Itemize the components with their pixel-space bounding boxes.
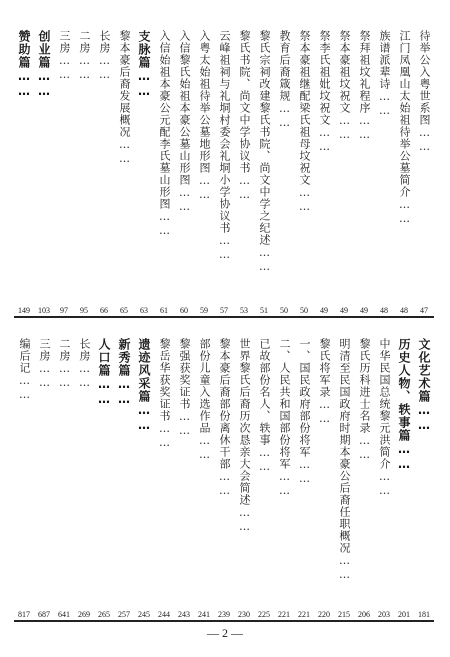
section-heading: 人口篇……	[97, 338, 111, 407]
toc-entry[interactable]	[55, 20, 73, 316]
entry-title: 黎强获奖证书……	[178, 338, 191, 438]
toc-entry[interactable]	[75, 328, 93, 620]
entry-title: 黎岳华获奖证书……	[158, 338, 171, 450]
section-heading: 文化艺术篇……	[417, 338, 431, 433]
entry-title: 待举公入粤世系图……	[418, 30, 431, 154]
entry-title: 黎本豪后裔部份离休干部……	[218, 338, 231, 498]
toc-entry[interactable]	[415, 20, 433, 316]
entry-page-number: 53	[240, 306, 248, 315]
toc-entry[interactable]	[215, 20, 233, 316]
entry-title: 长房……	[78, 338, 91, 390]
entry-page-number: 206	[358, 610, 370, 619]
entry-title: 二房……	[58, 338, 71, 390]
entry-page-number: 149	[18, 306, 30, 315]
entry-title: 已故部份名人、轶事……	[258, 338, 271, 474]
toc-entry[interactable]	[235, 20, 253, 316]
toc-entry[interactable]	[155, 328, 173, 620]
entry-page-number: 221	[298, 610, 310, 619]
entry-title: 黎氏历科进士名录……	[358, 338, 371, 462]
toc-entry[interactable]	[295, 20, 313, 316]
entry-title: 编后记……	[18, 338, 31, 402]
entry-page-number: 63	[140, 306, 148, 315]
toc-entry[interactable]	[355, 328, 373, 620]
entry-page-number: 49	[360, 306, 368, 315]
divider-bottom	[14, 620, 434, 622]
entry-page-number: 221	[278, 610, 290, 619]
toc-entry[interactable]	[195, 328, 213, 620]
toc-entry[interactable]	[255, 328, 273, 620]
toc-entry[interactable]	[15, 20, 33, 316]
entry-title: 黎本豪后裔发展概况……	[118, 30, 131, 166]
entry-page-number: 181	[418, 610, 430, 619]
entry-title: 黎氏宗祠改建黎氏书院、尚文中学之纪述……	[258, 30, 271, 274]
entry-page-number: 220	[318, 610, 330, 619]
entry-title: 江门凤凰山太始祖待举公墓简介……	[398, 30, 411, 226]
entry-title: 祭李氏祖妣坟祝文……	[318, 30, 331, 154]
toc-entry[interactable]	[355, 20, 373, 316]
entry-page-number: 49	[340, 306, 348, 315]
toc-entry[interactable]	[95, 20, 113, 316]
entry-page-number: 49	[320, 306, 328, 315]
toc-entry[interactable]	[195, 20, 213, 316]
entry-title: 中华民国总统黎元洪简介……	[378, 338, 391, 498]
toc-entry[interactable]	[395, 328, 413, 620]
entry-page-number: 47	[420, 306, 428, 315]
toc-entry[interactable]	[335, 328, 353, 620]
entry-title: 祭本豪祖继配梁氏祖母坟祝文……	[298, 30, 311, 214]
toc-entry[interactable]	[275, 20, 293, 316]
entry-page-number: 230	[238, 610, 250, 619]
entry-page-number: 50	[300, 306, 308, 315]
section-heading: 赞助篇……	[17, 30, 31, 99]
entry-title: 入粤太始祖待举公墓地形图……	[198, 30, 211, 202]
entry-page-number: 97	[60, 306, 68, 315]
entry-title: 长房……	[98, 30, 111, 82]
entry-title: 世界黎氏后裔历次恳亲大会简述……	[238, 338, 251, 534]
entry-title: 教育后裔箴规……	[278, 30, 291, 130]
toc-entry[interactable]	[175, 328, 193, 620]
entry-title: 入信始祖本豪公元配李氏墓山形图……	[158, 30, 171, 238]
section-heading: 新秀篇……	[117, 338, 131, 407]
toc-entry[interactable]	[335, 20, 353, 316]
entry-title: 云峰祖祠与礼垌村委会礼垌小学协议书……	[218, 30, 231, 262]
toc-entry[interactable]	[235, 328, 253, 620]
entry-page-number: 57	[220, 306, 228, 315]
entry-page-number: 257	[118, 610, 130, 619]
entry-page-number: 201	[398, 610, 410, 619]
entry-page-number: 239	[218, 610, 230, 619]
entry-title: 一、国民政府部份将军……	[298, 338, 311, 486]
toc-entry[interactable]	[35, 20, 53, 316]
entry-page-number: 269	[78, 610, 90, 619]
entry-page-number: 48	[400, 306, 408, 315]
entry-page-number: 641	[58, 610, 70, 619]
toc-entry[interactable]	[15, 328, 33, 620]
toc-entry[interactable]	[175, 20, 193, 316]
toc-entry[interactable]	[415, 328, 433, 620]
entry-title: 部份儿童入选作品……	[198, 338, 211, 462]
entry-page-number: 203	[378, 610, 390, 619]
toc-entry[interactable]	[55, 328, 73, 620]
entry-title: 黎氏将军录……	[318, 338, 331, 426]
toc-entry[interactable]	[75, 20, 93, 316]
toc-bottom-panel	[14, 328, 434, 620]
section-heading: 历史人物、轶事篇……	[397, 338, 411, 472]
entry-page-number: 244	[158, 610, 170, 619]
toc-top-panel	[14, 20, 434, 316]
entry-title: 明清至民国政府时期本豪公后裔任职概况……	[338, 338, 351, 582]
toc-entry[interactable]	[115, 328, 133, 620]
entry-title: 黎氏书院、尚文中学协议书……	[238, 30, 251, 202]
toc-entry[interactable]	[375, 328, 393, 620]
toc-entry[interactable]	[215, 328, 233, 620]
entry-page-number: 215	[338, 610, 350, 619]
entry-title: 祭本豪祖坟祝文……	[338, 30, 351, 142]
entry-page-number: 48	[380, 306, 388, 315]
section-heading: 创业篇……	[37, 30, 51, 99]
entry-page-number: 59	[200, 306, 208, 315]
entry-title: 三房……	[58, 30, 71, 82]
entry-page-number: 51	[260, 306, 268, 315]
entry-title: 入信黎氏始祖本豪公墓山形图……	[178, 30, 191, 214]
entry-title: 族谱派辈诗……	[378, 30, 391, 118]
entry-page-number: 95	[80, 306, 88, 315]
entry-page-number: 225	[258, 610, 270, 619]
toc-entry[interactable]	[95, 328, 113, 620]
entry-page-number: 60	[180, 306, 188, 315]
toc-entry[interactable]	[115, 20, 133, 316]
toc-entry[interactable]	[375, 20, 393, 316]
entry-page-number: 50	[280, 306, 288, 315]
entry-page-number: 66	[100, 306, 108, 315]
toc-entry[interactable]	[275, 328, 293, 620]
entry-page-number: 687	[38, 610, 50, 619]
entry-page-number: 265	[98, 610, 110, 619]
toc-entry[interactable]	[395, 20, 413, 316]
entry-page-number: 103	[38, 306, 50, 315]
entry-page-number: 243	[178, 610, 190, 619]
entry-page-number: 61	[160, 306, 168, 315]
section-heading: 支脉篇……	[137, 30, 151, 99]
toc-entry[interactable]	[315, 328, 333, 620]
toc-entry[interactable]	[155, 20, 173, 316]
entry-title: 二、人民共和国部份将军……	[278, 338, 291, 498]
entry-page-number: 245	[138, 610, 150, 619]
entry-title: 三房……	[38, 338, 51, 390]
entry-page-number: 241	[198, 610, 210, 619]
toc-entry[interactable]	[295, 328, 313, 620]
section-heading: 遗迹风采篇……	[137, 338, 151, 433]
divider-top	[14, 316, 434, 318]
page-number: — 2 —	[207, 626, 243, 640]
toc-entry[interactable]	[315, 20, 333, 316]
entry-page-number: 65	[120, 306, 128, 315]
entry-title: 二房……	[78, 30, 91, 82]
entry-title: 祭拜祖坟礼程序……	[358, 30, 371, 142]
toc-entry[interactable]	[35, 328, 53, 620]
toc-entry[interactable]	[135, 328, 153, 620]
toc-entry[interactable]	[135, 20, 153, 316]
entry-page-number: 817	[18, 610, 30, 619]
toc-entry[interactable]	[255, 20, 273, 316]
